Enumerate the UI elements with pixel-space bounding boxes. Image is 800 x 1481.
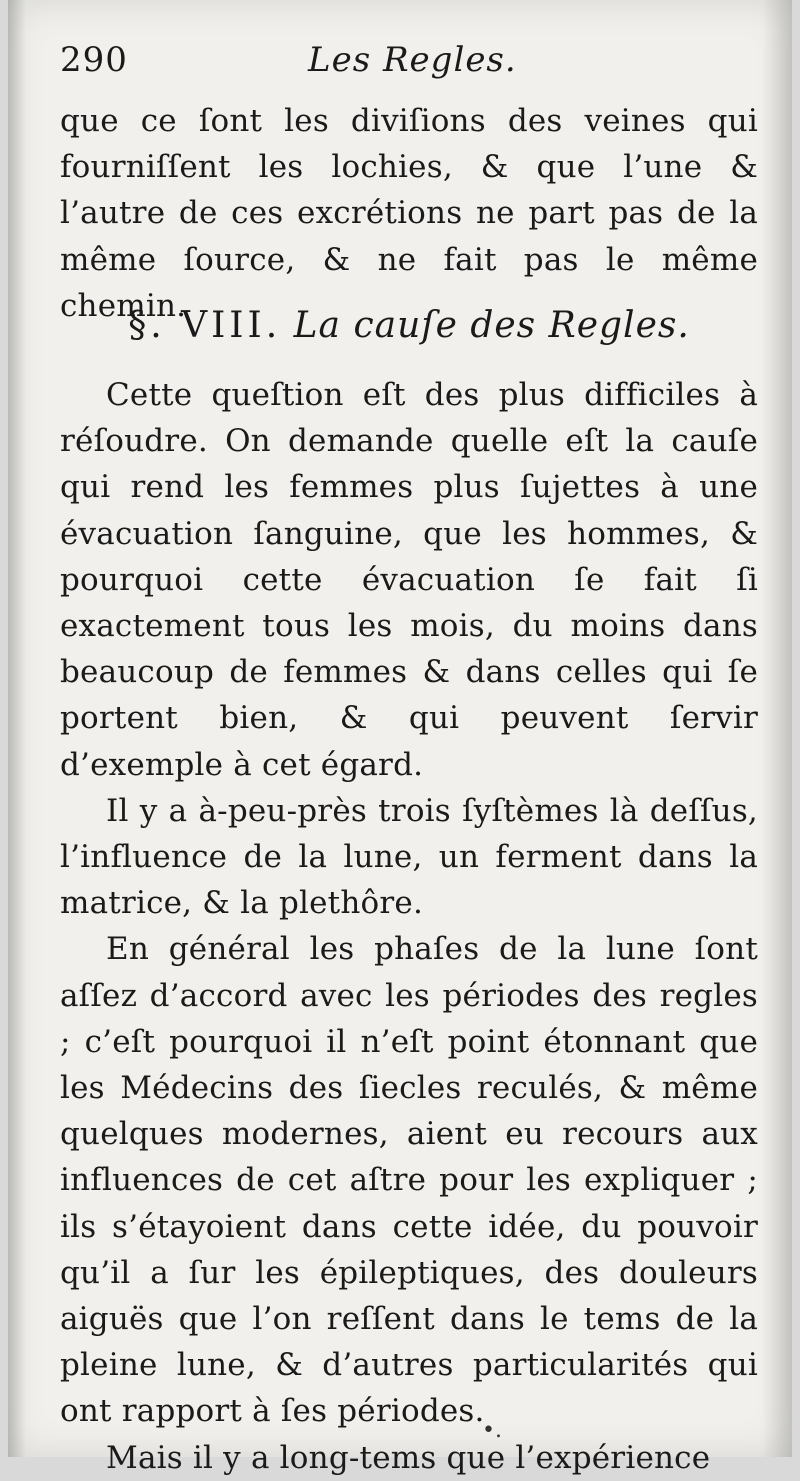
running-title: Les Regles. — [308, 40, 517, 80]
opening-text-block — [60, 98, 758, 329]
paragraph: En général les phaſes de la lune ſont aſſez d’accord avec les périodes des regles ; c’eſt pourquoi il n’eſt point étonnant que les Médecins des ſiecles reculés, & même quelques modernes, aient eu recours aux influences de cet aſtre pour les expliquer ; ils s’étayoient dans cette idée, du pouvoir qu’il a ſur les épileptiques, des douleurs aiguës que l’on reſſent dans le tems de la pleine lune, & d’autres particularités qui ont rapport à ſes périodes. — [60, 931, 758, 1430]
book-page — [8, 0, 792, 1476]
footer-mark: •. — [482, 1418, 502, 1443]
page-header — [60, 40, 760, 84]
section-body — [60, 372, 758, 1481]
paragraph: Il y a à-peu-près trois ſyſtèmes là deſſus, l’influence de la lune, un ferment dans la matrice, & la plethôre. — [60, 792, 758, 922]
page-number: 290 — [60, 40, 128, 80]
paragraph-continued: Mais il y a long-tems que l’expérience — [106, 1439, 711, 1476]
section-heading — [60, 305, 758, 346]
opening-paragraph: que ce ſont les diviſions des veines qui fourniſſent les lochies, & que l’une & l’autre de ces excrétions ne part pas de la même ſource, & ne fait pas le même chemin. — [60, 103, 758, 324]
section-number: §. VIII. — [128, 305, 282, 346]
paragraph: Cette queſtion eſt des plus difficiles à réſoudre. On demande quelle eſt la cauſe qui rend les femmes plus ſujettes à une évacuation ſanguine, que les hommes, & pourquoi cette évacuation ſe fait ſi exactement tous les mois, du moins dans beaucoup de femmes & dans celles qui ſe portent bien, & qui peuvent ſervir d’exemple à cet égard. — [60, 377, 758, 783]
section-title: La cauſe des Regles. — [293, 305, 690, 346]
